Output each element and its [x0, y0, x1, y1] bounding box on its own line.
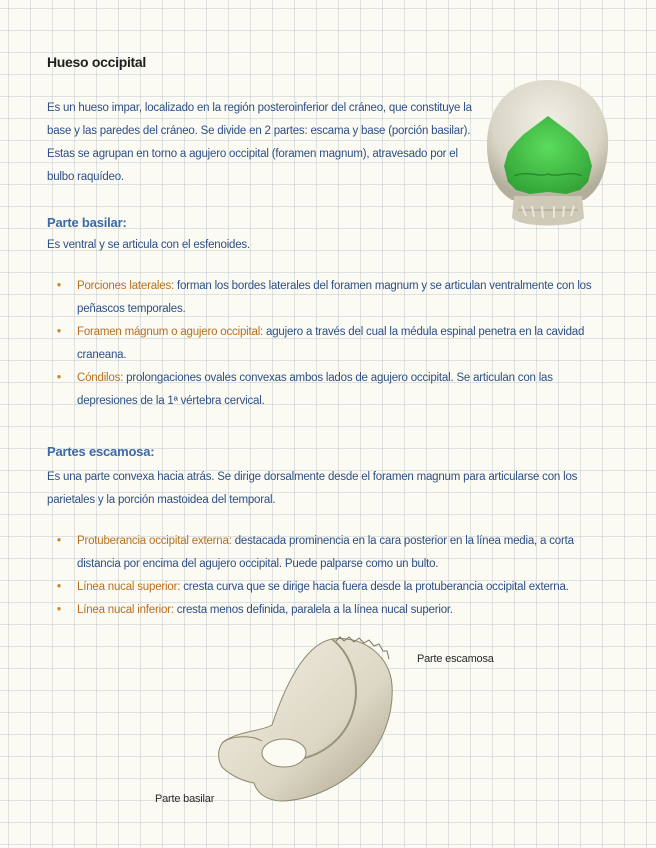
- intro-paragraph: Es un hueso impar, localizado en la región posteroinferior del cráneo, que constituye la base y las paredes del cráneo. Se divide en 2 partes: escama y base (porción basilar). Estas se agrupan en torno a agujero occipital (foramen magnum), atravesado por el bulbo raquídeo.: [47, 102, 472, 183]
- list-item: [47, 367, 592, 413]
- bullet-icon: •: [57, 604, 61, 616]
- skull-posterior-view-image: [484, 78, 612, 233]
- term-label: Cóndilos:: [77, 372, 124, 384]
- basilar-description: Es ventral y se articula con el esfenoides.: [47, 239, 250, 251]
- caption-parte-basilar: Parte basilar: [155, 793, 215, 805]
- escamosa-heading: Partes escamosa:: [47, 444, 155, 459]
- term-definition: cresta curva que se dirige hacia fuera desde la protuberancia occipital externa.: [180, 581, 569, 593]
- bullet-icon: •: [57, 535, 61, 547]
- bullet-icon: •: [57, 280, 61, 292]
- escamosa-list: [47, 530, 592, 622]
- bullet-icon: •: [57, 372, 61, 384]
- basilar-list: [47, 275, 592, 413]
- term-definition: prolongaciones ovales convexas ambos lados de agujero occipital. Se articulan con las depresiones de la 1ª vértebra cervical.: [77, 372, 553, 407]
- occipital-bone-image: [212, 635, 397, 805]
- caption-parte-escamosa: Parte escamosa: [417, 653, 494, 665]
- term-definition: cresta menos definida, paralela a la línea nucal superior.: [173, 604, 453, 616]
- term-definition: destacada prominencia en la cara posterior en la línea media, a corta distancia por encima del agujero occipital. Puede palparse como un bulto.: [77, 535, 574, 570]
- term-label: Protuberancia occipital externa:: [77, 535, 232, 547]
- list-item: [47, 530, 592, 576]
- list-item: [47, 275, 592, 321]
- term-label: Porciones laterales:: [77, 280, 174, 292]
- list-item: [47, 321, 592, 367]
- page-title: Hueso occipital: [47, 54, 146, 70]
- list-item: [47, 599, 592, 622]
- term-label: Línea nucal inferior:: [77, 604, 174, 616]
- term-definition: agujero a través del cual la médula espinal penetra en la cavidad craneana.: [77, 326, 585, 361]
- list-item: [47, 576, 592, 599]
- bullet-icon: •: [57, 326, 61, 338]
- basilar-heading: Parte basilar:: [47, 215, 127, 230]
- bullet-icon: •: [57, 581, 61, 593]
- term-label: Línea nucal superior:: [77, 581, 181, 593]
- term-label: Foramen mágnum o agujero occipital:: [77, 326, 264, 338]
- escamosa-description: Es una parte convexa hacia atrás. Se dirige dorsalmente desde el foramen magnum para articularse con los parietales y la porción mastoidea del temporal.: [47, 471, 578, 506]
- term-definition: forman los bordes laterales del foramen magnum y se articulan ventralmente con los peñascos temporales.: [77, 280, 592, 315]
